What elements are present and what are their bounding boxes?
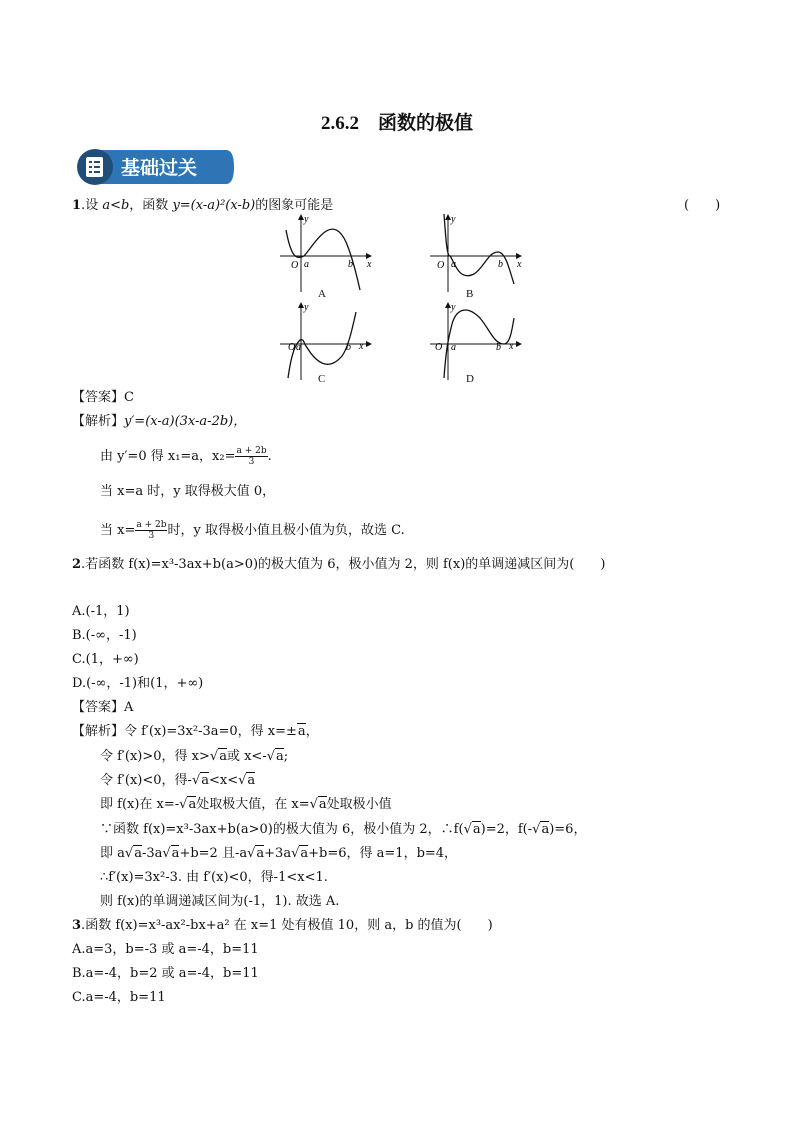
- x-axis-label: x: [517, 259, 522, 270]
- b-label: b: [346, 342, 351, 353]
- q2-option-d: D.(-∞，-1)和(1，+∞): [72, 676, 204, 691]
- a-label: a: [304, 259, 309, 270]
- q2-analysis-line-6: 即 a√a-3a√a+b=2 且-a√a+3a√a+b=6，得 a=1，b=4，: [100, 846, 458, 861]
- b-label: b: [348, 259, 353, 270]
- q2-option-c: C.(1，+∞): [72, 652, 139, 667]
- x-axis-label: x: [367, 259, 372, 270]
- q3-option-b: B.a=-4，b=2 或 a=-4，b=11: [72, 966, 259, 981]
- graph-d: [424, 300, 524, 386]
- question-1-stem: 1.设 a<b，函数 y=(x-a)²(x-b)的图象可能是: [72, 198, 334, 213]
- q2-analysis-line-7: ∴f′(x)=3x²-3. 由 f′(x)<0，得-1<x<1.: [100, 870, 328, 885]
- q1-analysis-line-2: 由 y′=0 得 x₁=a，x₂= $\frac{a + 2b}{3}$ .: [100, 446, 272, 467]
- q2-analysis-line-2: 令 f′(x)>0，得 x>√a或 x<-√a;: [100, 749, 289, 764]
- q3-option-a: A.a=3，b=-3 或 a=-4，b=11: [72, 942, 259, 957]
- q1-analysis-line-1: 【解析】y′=(x-a)(3x-a-2b)，: [72, 414, 247, 429]
- x-axis-label: x: [509, 341, 514, 352]
- q2-option-b: B.(-∞，-1): [72, 628, 137, 643]
- b-label: b: [498, 259, 503, 270]
- b-label: b: [496, 342, 501, 353]
- graph-a-label: A: [318, 288, 326, 300]
- question-2-stem: 2.若函数 f(x)=x³-3ax+b(a>0)的极大值为 6，极小值为 2，则 f(x)的单调递减区间为( ): [72, 557, 606, 572]
- y-axis-label: y: [304, 214, 309, 225]
- q2-analysis-line-3: 令 f′(x)<0，得-√a<x<√a: [100, 773, 256, 788]
- graph-b: [424, 212, 524, 298]
- q2-analysis-line-5: ∵函数 f(x)=x³-3ax+b(a>0)的极大值为 6，极小值为 2，∴f(√a)=2，f(-√a)=6，: [100, 822, 587, 837]
- graph-b-label: B: [466, 288, 474, 300]
- q1-analysis-line-3: 当 x=a 时，y 取得极大值 0，: [100, 484, 276, 499]
- y-axis-label: y: [451, 302, 456, 313]
- q2-analysis-line-1: 【解析】令 f′(x)=3x²-3a=0，得 x=±a，: [72, 724, 319, 739]
- y-axis-label: y: [451, 214, 456, 225]
- y-axis-label: y: [304, 302, 309, 313]
- answer-bracket: ( ): [684, 198, 721, 213]
- q2-analysis-line-4: 即 f(x)在 x=-√a处取极大值，在 x=√a处取极小值: [100, 797, 392, 812]
- origin-label: O: [288, 342, 296, 353]
- origin-label: O: [437, 260, 445, 271]
- section-label: 基础过关: [121, 157, 198, 179]
- origin-label: O: [435, 342, 443, 353]
- fraction: $\frac{a + 2b}{3}$: [136, 520, 167, 541]
- graph-c-label: C: [318, 373, 326, 385]
- x-axis-label: x: [359, 341, 364, 352]
- q2-analysis-line-8: 则 f(x)的单调递减区间为(-1，1). 故选 A.: [100, 894, 340, 909]
- q1-analysis-line-4: 当 x= $\frac{a + 2b}{3}$ 时，y 取得极小值且极小值为负，故选 C.: [100, 520, 405, 541]
- graph-d-label: D: [466, 373, 474, 385]
- page-title: 2.6.2 函数的极值: [320, 113, 473, 134]
- q2-answer: 【答案】A: [72, 700, 134, 715]
- question-3-stem: 3.函数 f(x)=x³-ax²-bx+a² 在 x=1 处有极值 10，则 a，b 的值为( ): [72, 918, 493, 933]
- a-label: a: [296, 342, 301, 353]
- origin-label: O: [291, 260, 299, 271]
- fraction: $\frac{a + 2b}{3}$: [236, 446, 267, 467]
- a-label: a: [451, 259, 456, 270]
- q3-option-c: C.a=-4，b=11: [72, 990, 166, 1005]
- a-label: a: [451, 342, 456, 353]
- q1-answer: 【答案】C: [72, 390, 134, 405]
- graph-a: [274, 212, 374, 298]
- q2-option-a: A.(-1，1): [72, 604, 130, 619]
